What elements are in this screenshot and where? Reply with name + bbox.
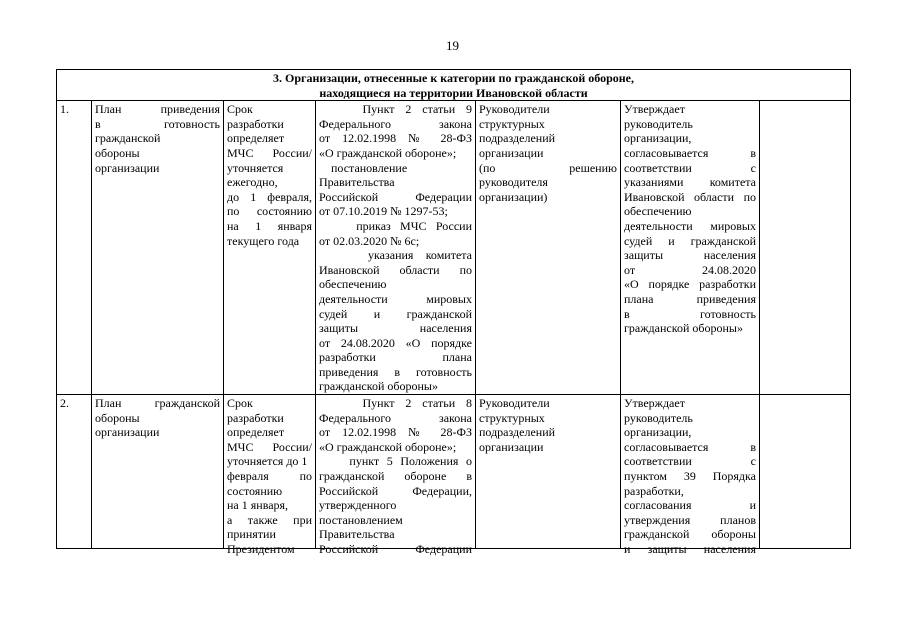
text-line: приведения в готовность [319, 364, 472, 379]
text-line: гражданской обороны [624, 527, 756, 542]
text-line: Правительства [319, 527, 395, 542]
text-line: плана приведения [624, 291, 756, 306]
text-line: руководитель [624, 410, 693, 425]
text-line: Российской Федерации [319, 542, 472, 556]
text-line: План приведения [95, 102, 220, 117]
cell-approval [621, 101, 760, 395]
text-line: указания комитета [319, 248, 472, 263]
text-line: гражданской [95, 131, 161, 146]
text-line: указаниями комитета [624, 175, 756, 190]
text-line: Федерального закона [319, 410, 472, 425]
row-number: 2. [57, 395, 92, 549]
text-line: в готовность [624, 306, 756, 321]
cell-legal-basis [316, 395, 476, 556]
text-line: Пункт 2 статьи 8 [319, 396, 472, 411]
text-line: организации [95, 160, 160, 175]
text-line: приказ МЧС России [319, 218, 472, 233]
text-line: согласовывается в [624, 439, 756, 454]
text-line: определяет [227, 131, 285, 146]
text-line: деятельности мировых [319, 291, 472, 306]
text-line: обороны [95, 410, 140, 425]
text-line: «О порядке разработки [624, 277, 756, 292]
text-line: МЧС России/ [227, 439, 312, 454]
cell-approval [621, 395, 760, 556]
text-line: организации, [624, 425, 692, 440]
text-line: пунктом 39 Порядка [624, 469, 756, 484]
text-line: организации [95, 425, 160, 440]
text-line: Пункт 2 статьи 9 [319, 102, 472, 117]
text-line: согласования и [624, 498, 756, 513]
text-line: соответствии с [624, 454, 756, 469]
text-line: структурных [479, 410, 545, 425]
text-line: состоянию [227, 483, 283, 498]
table-row [57, 101, 851, 395]
text-line: от 24.08.2020 [624, 262, 756, 277]
text-line: организации [479, 145, 544, 160]
cell-responsible [476, 395, 621, 549]
cell-legal-basis [316, 101, 476, 395]
text-line: разработки [227, 410, 284, 425]
text-line: от 02.03.2020 № 6с; [319, 233, 420, 248]
text-line: разработки [227, 116, 284, 131]
text-line: от 24.08.2020 «О порядке [319, 335, 472, 350]
text-line: уточняется до 1 [227, 454, 308, 469]
text-line: согласовывается в [624, 145, 756, 160]
text-line: до 1 февраля, [227, 189, 312, 204]
text-line: а также при [227, 512, 312, 527]
text-line: определяет [227, 425, 285, 440]
section-title [57, 70, 851, 101]
cell-responsible [476, 101, 621, 395]
cell-deadline [224, 101, 316, 395]
text-line: Президентом [227, 542, 295, 556]
text-line: защиты населения [319, 321, 472, 336]
text-line: в готовность [95, 116, 220, 131]
text-line: утвержденного [319, 498, 397, 513]
text-line: ежегодно, [227, 175, 278, 190]
text-line: утверждения планов [624, 512, 756, 527]
text-line: судей и гражданской [624, 233, 756, 248]
section-header-row [57, 70, 851, 101]
text-line: февраля по [227, 469, 312, 484]
text-line: принятии [227, 527, 276, 542]
text-line: организации, [624, 131, 692, 146]
text-line: Ивановской области по [319, 262, 472, 277]
text-line: План гражданской [95, 396, 220, 411]
text-line: организации [479, 439, 544, 454]
text-line: обеспечению [319, 277, 387, 292]
text-line: «О гражданской обороне»; [319, 145, 457, 160]
page-number: 19 [446, 38, 459, 53]
section-title-line-2: находящиеся на территории Ивановской области [319, 85, 588, 100]
text-line: соответствии с [624, 160, 756, 175]
organizations-table [56, 69, 851, 556]
text-line: уточняется [227, 160, 284, 175]
cell-empty [760, 101, 851, 395]
text-line: разработки, [624, 483, 684, 498]
text-line: от 12.02.1998 № 28-ФЗ [319, 131, 472, 146]
text-line: по состоянию [227, 204, 312, 219]
text-line: Утверждает [624, 396, 685, 411]
text-line: от 07.10.2019 № 1297-53; [319, 204, 448, 219]
cell-deadline [224, 395, 316, 556]
text-line: и защиты населения [624, 542, 756, 556]
cell-document-name [92, 395, 224, 549]
text-line: защиты населения [624, 248, 756, 263]
cell-document-name [92, 101, 224, 395]
text-line: Федерального закона [319, 116, 472, 131]
text-line: Утверждает [624, 102, 685, 117]
text-line: Срок [227, 102, 253, 117]
text-line: пункт 5 Положения о [319, 454, 472, 469]
row-number: 1. [57, 101, 92, 395]
text-line: гражданской обороны» [624, 321, 743, 336]
text-line: на 1 января [227, 218, 312, 233]
cell-empty [760, 395, 851, 549]
text-line: разработки плана [319, 350, 472, 365]
text-line: судей и гражданской [319, 306, 472, 321]
text-line: «О гражданской обороне»; [319, 439, 457, 454]
text-line: деятельности мировых [624, 218, 756, 233]
text-line: постановление [319, 160, 408, 175]
text-line: Руководители [479, 396, 550, 411]
text-line: подразделений [479, 425, 556, 440]
table-row [57, 395, 851, 549]
text-line: обороны [95, 145, 140, 160]
text-line: МЧС России/ [227, 145, 312, 160]
text-line: на 1 января, [227, 498, 289, 513]
text-line: Руководители [479, 102, 550, 117]
text-line: организации) [479, 189, 548, 204]
text-line: от 12.02.1998 № 28-ФЗ [319, 425, 472, 440]
text-line: руководителя [479, 175, 548, 190]
text-line: гражданской обороны» [319, 379, 438, 394]
text-line: Российской Федерации, [319, 483, 472, 498]
text-line: Срок [227, 396, 253, 411]
section-title-line-1: 3. Организации, отнесенные к категории по гражданской обороне, [273, 71, 635, 85]
text-line: Ивановской области по [624, 189, 756, 204]
text-line: структурных [479, 116, 545, 131]
text-line: постановлением [319, 512, 403, 527]
text-line: руководитель [624, 116, 693, 131]
text-line: Правительства [319, 175, 395, 190]
text-line: текущего года [227, 233, 300, 248]
text-line: обеспечению [624, 204, 692, 219]
text-line: гражданской обороне в [319, 469, 472, 484]
text-line: (по решению [479, 160, 617, 175]
text-line: подразделений [479, 131, 556, 146]
text-line: Российской Федерации [319, 189, 472, 204]
